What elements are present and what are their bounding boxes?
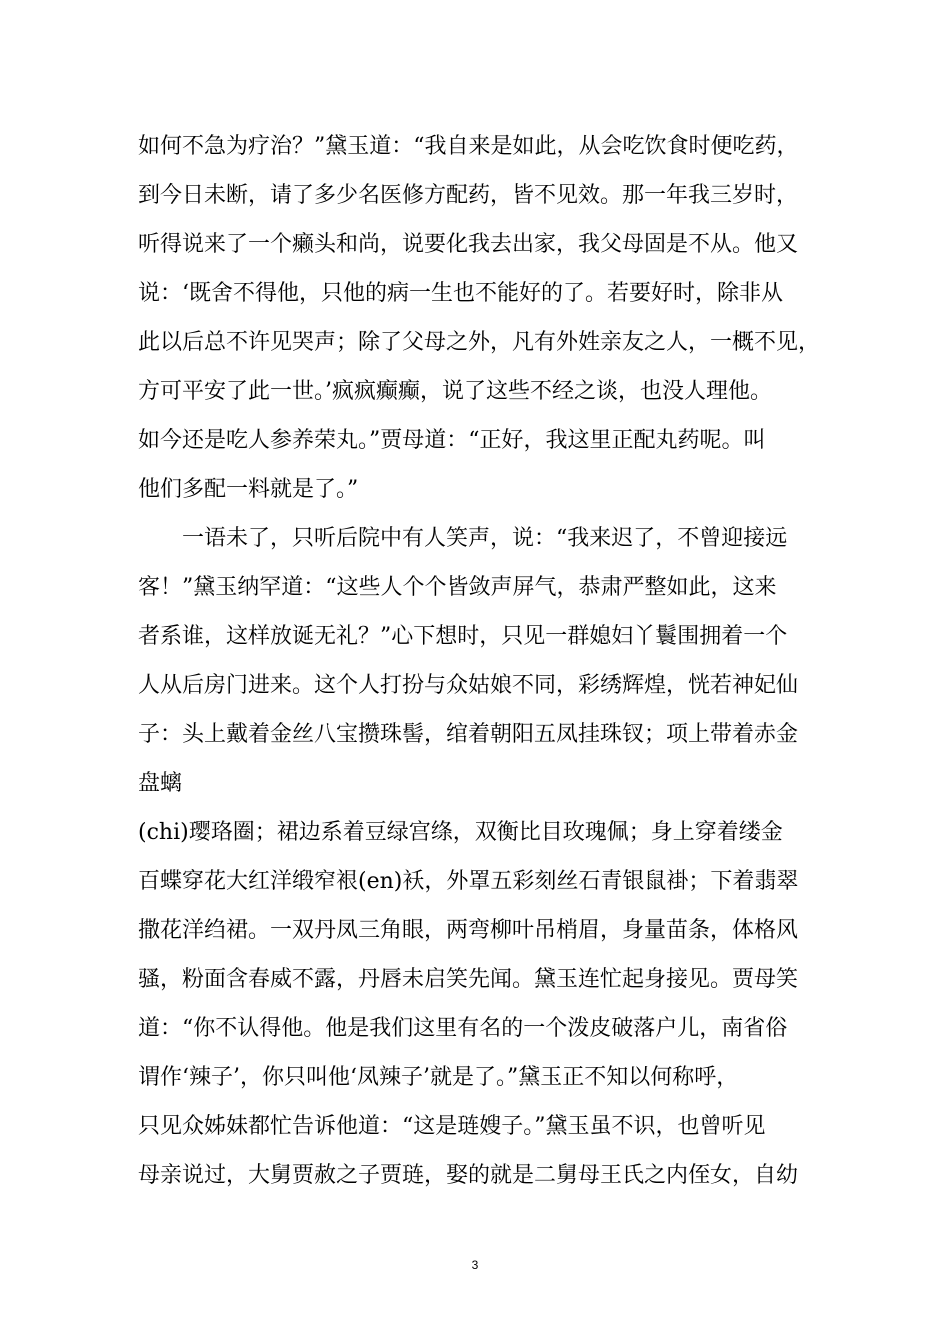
text-line-16: 百蝶穿花大红洋缎窄裉(en)袄，外罩五彩刻丝石青银鼠褂；下着翡翠 — [138, 869, 799, 894]
text-line-11: 者系谁，这样放诞无礼？”心下想时，只见一群媳妇丫鬟围拥着一个 — [138, 624, 788, 649]
text-line-2: 到今日未断，请了多少名医修方配药，皆不见效。那一年我三岁时， — [138, 183, 799, 208]
text-line-20: 谓作‘辣子’，你只叫他‘凤辣子’就是了。”黛玉正不知以何称呼， — [138, 1065, 739, 1090]
text-line-6: 方可平安了此一世。’疯疯癫癫，说了这些不经之谈，也没人理他。 — [138, 379, 772, 404]
text-line-5: 此以后总不许见哭声；除了父母之外，凡有外姓亲友之人，一概不见， — [138, 330, 821, 355]
text-line-14: 盘螭 — [138, 771, 183, 796]
body-text — [138, 122, 838, 1200]
text-line-12: 人从后房门进来。这个人打扮与众姑娘不同，彩绣辉煌，恍若神妃仙 — [138, 673, 799, 698]
text-line-21: 只见众姊妹都忙告诉他道：“这是琏嫂子。”黛玉虽不识，也曾听见 — [138, 1114, 766, 1139]
paragraph-start-line: 一语未了，只听后院中有人笑声，说：“我来迟了，不曾迎接远 — [182, 526, 788, 551]
text-line-3: 听得说来了一个癞头和尚，说要化我去出家，我父母固是不从。他又 — [138, 232, 799, 257]
text-line-13: 子：头上戴着金丝八宝攒珠髻，绾着朝阳五凤挂珠钗；项上带着赤金 — [138, 722, 799, 747]
text-line-22: 母亲说过，大舅贾赦之子贾琏，娶的就是二舅母王氏之内侄女，自幼 — [138, 1163, 799, 1188]
text-line-17: 撒花洋绉裙。一双丹凤三角眼，两弯柳叶吊梢眉，身量苗条，体格风 — [138, 918, 799, 943]
text-line-8: 他们多配一料就是了。” — [138, 477, 359, 502]
text-line-4: 说：‘既舍不得他，只他的病一生也不能好的了。若要好时，除非从 — [138, 281, 783, 306]
text-line-18: 骚，粉面含春威不露，丹唇未启笑先闻。黛玉连忙起身接见。贾母笑 — [138, 967, 799, 992]
text-line-1: 如何不急为疗治？”黛玉道：“我自来是如此，从会吃饮食时便吃药， — [138, 134, 799, 159]
text-line-7: 如今还是吃人参养荣丸。”贾母道：“正好，我这里正配丸药呢。叫 — [138, 428, 766, 453]
text-line-10: 客！”黛玉纳罕道：“这些人个个皆敛声屏气，恭肃严整如此，这来 — [138, 575, 777, 600]
text-line-15: (chi)璎珞圈；裙边系着豆绿宫绦，双衡比目玫瑰佩；身上穿着缕金 — [138, 820, 783, 845]
text-line-19: 道：“你不认得他。他是我们这里有名的一个泼皮破落户儿，南省俗 — [138, 1016, 788, 1041]
page-number: 3 — [471, 1258, 479, 1272]
